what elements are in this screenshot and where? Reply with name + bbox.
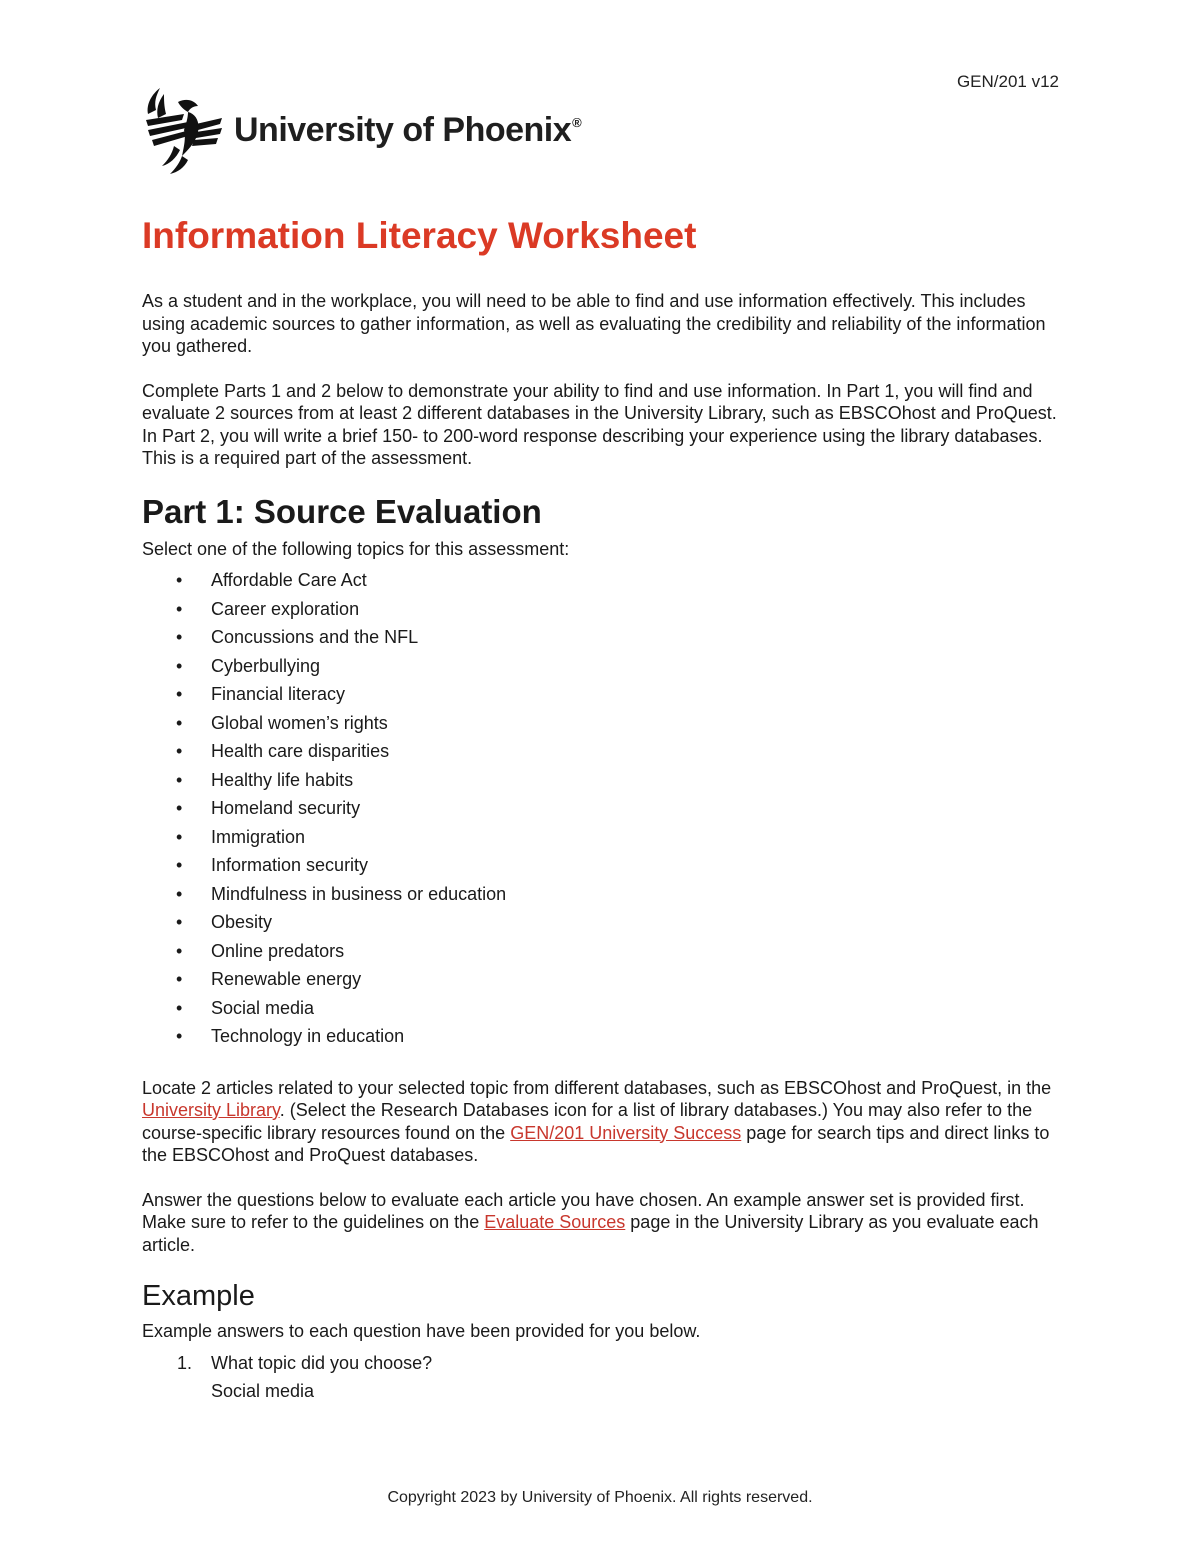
- list-item: • Career exploration: [142, 595, 1060, 624]
- registered-mark: ®: [572, 114, 582, 130]
- university-logo: [142, 84, 581, 176]
- intro-paragraph-1: As a student and in the workplace, you will need to be able to find and use information effectively. This includes using academic sources to gather information, as well as evaluating the credibility and reliability of the information you gathered.: [142, 291, 1046, 356]
- bullet-icon: •: [176, 1026, 183, 1046]
- bullet-icon: •: [176, 684, 183, 704]
- list-item: • Online predators: [142, 937, 1060, 966]
- list-item: • Homeland security: [142, 794, 1060, 823]
- example-heading: Example: [142, 1280, 255, 1312]
- list-item: [142, 1349, 1060, 1405]
- bullet-icon: •: [176, 798, 183, 818]
- list-item: • Healthy life habits: [142, 766, 1060, 795]
- phoenix-bird-icon: [142, 84, 224, 176]
- bullet-icon: •: [176, 912, 183, 932]
- answer-text: Social media: [211, 1380, 315, 1401]
- list-item: • Financial literacy: [142, 680, 1060, 709]
- answer-questions-paragraph: Answer the questions below to evaluate each article you have chosen. An example answer set is provided first. Make sure to refer to the guidelines on the Evaluate Sources page in the University Library as you evaluate each article.: [142, 1189, 1039, 1255]
- copyright-footer: Copyright 2023 by University of Phoenix. All rights reserved.: [387, 1489, 813, 1506]
- list-item: • Immigration: [142, 823, 1060, 852]
- example-question-list: [142, 1349, 1060, 1405]
- bullet-icon: •: [176, 769, 183, 790]
- bullet-icon: •: [176, 741, 183, 761]
- list-item: • Obesity: [142, 908, 1060, 937]
- bullet-icon: •: [176, 598, 183, 619]
- bullet-icon: •: [176, 570, 183, 590]
- intro-paragraph-2: Complete Parts 1 and 2 below to demonstrate your ability to find and use information. In Part 1, you will find and evaluate 2 sources from at least 2 different databases in the University Library, such as EBSCOhost and ProQuest. In Part 2, you will write a brief 150- to 200-word response describing your experience using the library databases. This is a required part of the assessment.: [142, 380, 1057, 468]
- list-item: • Global women’s rights: [142, 709, 1060, 738]
- bullet-icon: •: [176, 712, 183, 733]
- page-title: Information Literacy Worksheet: [142, 215, 697, 256]
- example-intro: Example answers to each question have been provided for you below.: [142, 1321, 701, 1341]
- bullet-icon: •: [176, 997, 183, 1018]
- bullet-icon: •: [176, 969, 183, 989]
- list-item: • Mindfulness in business or education: [142, 880, 1060, 909]
- gen201-university-success-link[interactable]: GEN/201 University Success: [510, 1122, 742, 1143]
- question-number: 1.: [177, 1352, 193, 1373]
- list-item: • Social media: [142, 994, 1060, 1023]
- list-item: • Health care disparities: [142, 737, 1060, 766]
- evaluate-sources-link[interactable]: Evaluate Sources: [484, 1212, 626, 1232]
- locate-articles-paragraph: Locate 2 articles related to your selected topic from different databases, such as EBSCOhost and ProQuest, in the University Library. (Select the Research Databases icon for a list of library databases.) You may also refer to the course-specific library resources found on the GEN/201 University Success page for search tips and direct links to the EBSCOhost and ProQuest databases.: [142, 1077, 1052, 1165]
- course-code: GEN/201 v12: [956, 72, 1059, 91]
- topic-list: [142, 566, 1060, 1051]
- document-body: [142, 212, 1060, 1405]
- bullet-icon: •: [176, 826, 183, 847]
- list-item: • Renewable energy: [142, 965, 1060, 994]
- bullet-icon: •: [176, 883, 183, 904]
- logo-wordmark: University of Phoenix®: [234, 110, 582, 149]
- bullet-icon: •: [176, 940, 183, 961]
- bullet-icon: •: [176, 855, 183, 875]
- list-item: • Affordable Care Act: [142, 566, 1060, 595]
- bullet-icon: •: [176, 655, 183, 676]
- topics-intro: Select one of the following topics for this assessment:: [142, 538, 570, 559]
- list-item: • Information security: [142, 851, 1060, 880]
- bullet-icon: •: [176, 627, 183, 647]
- list-item: • Technology in education: [142, 1022, 1060, 1051]
- question-text: What topic did you choose?: [211, 1352, 433, 1373]
- university-library-link[interactable]: University Library: [142, 1100, 280, 1120]
- list-item: • Cyberbullying: [142, 652, 1060, 681]
- part1-heading: Part 1: Source Evaluation: [142, 492, 542, 530]
- list-item: • Concussions and the NFL: [142, 623, 1060, 652]
